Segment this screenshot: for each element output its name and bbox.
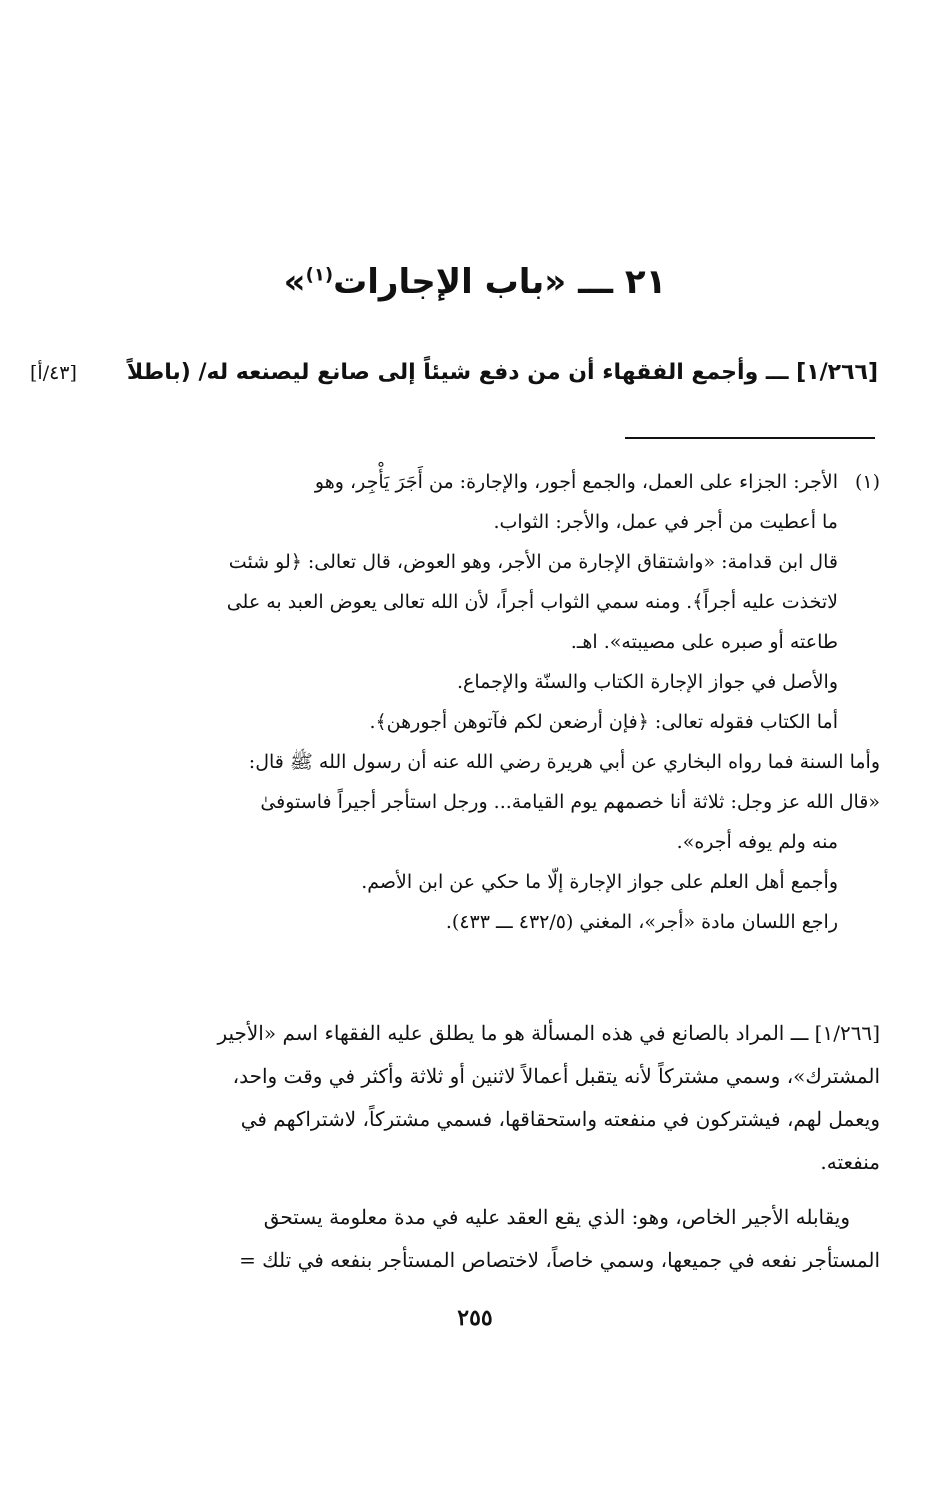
main-issue-text: [١/٢٦٦] ـــ وأجمع الفقهاء أن من دفع شيئاً إلى صانع ليصنعه له/ (باطلاً <box>126 360 878 385</box>
chapter-name: «باب الإجارات <box>333 262 567 302</box>
page-number: ٢٥٥ <box>457 1305 493 1331</box>
footnote-line: راجع اللسان مادة «أجر»، المغني (٤٣٢/٥ ـــ ٤٣٣). <box>445 911 838 933</box>
footnote-line: قال ابن قدامة: «واشتقاق الإجارة من الأجر، وهو العوض، قال تعالى: ﴿لو شئت <box>228 551 838 573</box>
chapter-dash: ـــ <box>578 262 613 302</box>
chapter-close-quote: » <box>283 262 306 302</box>
footnote-line: ما أعطيت من أجر في عمل، والأجر: الثواب. <box>493 511 838 533</box>
footnote-line: لاتخذت عليه أجراً﴾. ومنه سمي الثواب أجراً، لأن الله تعالى يعوض العبد به على <box>226 591 838 613</box>
footnote-line: طاعته أو صبره على مصيبته». اهـ. <box>570 631 838 653</box>
commentary-paragraph <box>132 1012 880 1184</box>
commentary-paragraph <box>132 1196 880 1282</box>
commentary-line: منفعته. <box>820 1150 880 1174</box>
footnote-line: «قال الله عز وجل: ثلاثة أنا خصمهم يوم القيامة... ورجل استأجر أجيراً فاستوفىٰ <box>260 791 880 813</box>
footnote-line: منه ولم يوفه أجره». <box>676 831 838 853</box>
chapter-title <box>0 262 950 302</box>
commentary-line: المستأجر نفعه في جميعها، وسمي خاصاً، لاختصاص المستأجر بنفعه في تلك = <box>239 1248 880 1272</box>
footnote-body <box>132 462 880 942</box>
commentary-line: ويعمل لهم، فيشتركون في منفعته واستحقاقها، فسمي مشتركاً، لاشتراكهم في <box>240 1107 880 1131</box>
commentary-line: ويقابله الأجير الخاص، وهو: الذي يقع العقد عليه في مدة معلومة يستحق <box>263 1205 850 1229</box>
manuscript-margin-reference: [٤٣/أ] <box>30 362 77 384</box>
footnote-line: الأجر: الجزاء على العمل، والجمع أجور، والإجارة: من أَجَرَ يَأْجِر، وهو <box>314 471 838 493</box>
chapter-footnote-ref: (١) <box>305 264 334 286</box>
commentary-line: المشترك»، وسمي مشتركاً لأنه يتقبل أعمالاً لاثنين أو ثلاثة وأكثر في وقت واحد، <box>232 1064 880 1088</box>
commentary-line: [١/٢٦٦] ـــ المراد بالصانع في هذه المسألة هو ما يطلق عليه الفقهاء اسم «الأجير <box>217 1021 880 1045</box>
footnote <box>132 462 880 942</box>
commentary <box>132 1012 880 1282</box>
footnote-separator <box>625 437 875 439</box>
footnote-line: وأجمع أهل العلم على جواز الإجارة إلّا ما حكي عن ابن الأصم. <box>361 871 838 893</box>
footnote-line: أما الكتاب فقوله تعالى: ﴿فإن أرضعن لكم فآتوهن أجورهن﴾. <box>369 711 838 733</box>
chapter-number: ٢١ <box>624 262 667 302</box>
footnote-line: وأما السنة فما رواه البخاري عن أبي هريرة رضي الله عنه أن رسول الله ﷺ قال: <box>248 751 880 773</box>
footnote-line: والأصل في جواز الإجارة الكتاب والسنّة والإجماع. <box>456 671 838 693</box>
footnote-marker: (١) <box>854 471 880 493</box>
